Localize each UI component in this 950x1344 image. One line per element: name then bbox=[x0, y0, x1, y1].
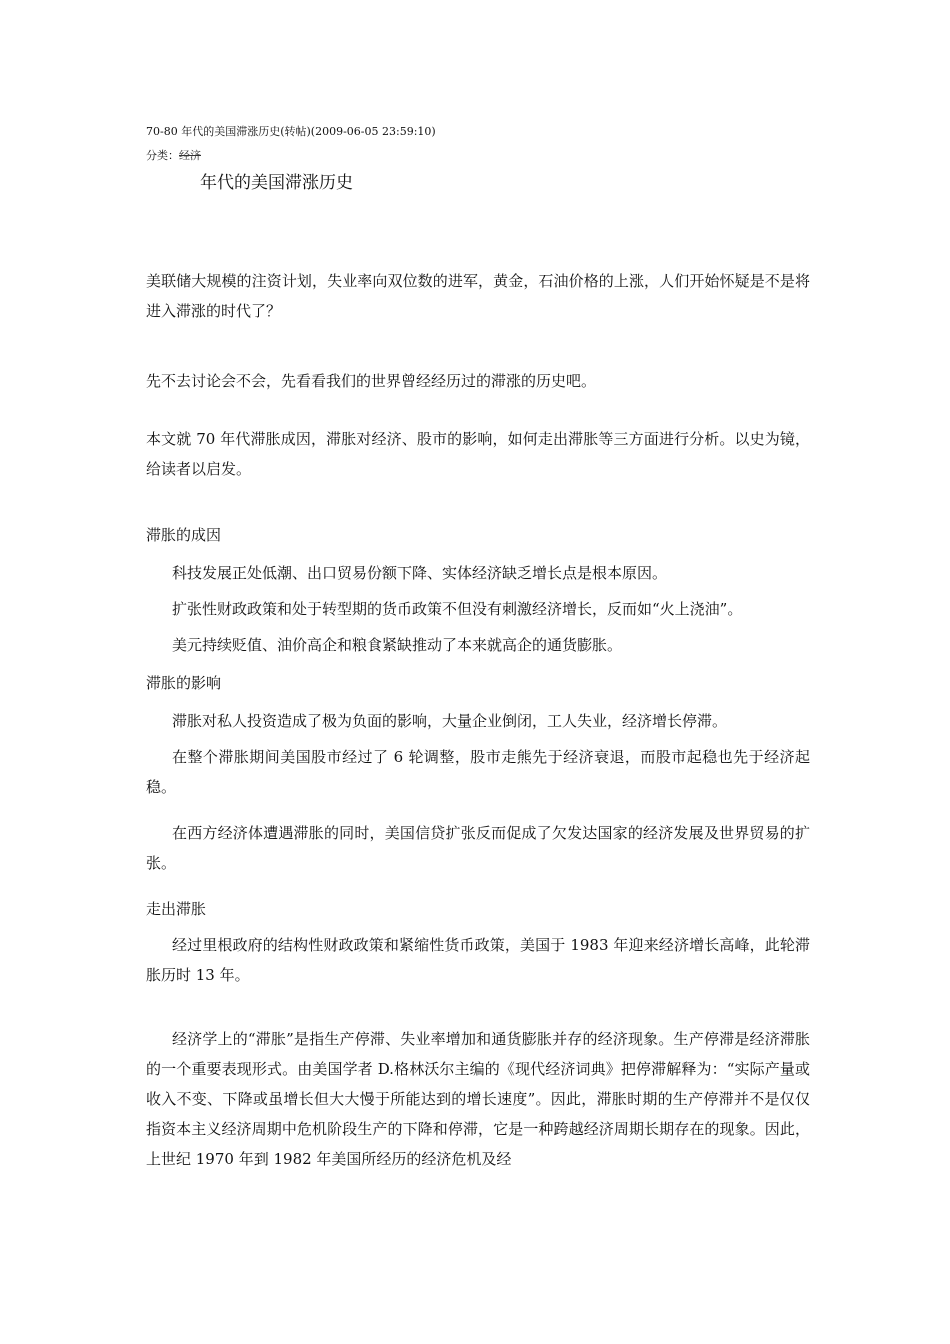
post-title: 70-80 年代的美国滞涨历史(转帖)(2009-06-05 23:59:10) bbox=[146, 125, 436, 138]
effect-item-1: 滞胀对私人投资造成了极为负面的影响，大量企业倒闭，工人失业，经济增长停滞。 bbox=[172, 712, 728, 730]
section-heading-exit: 走出滞胀 bbox=[146, 900, 207, 918]
post-category bbox=[146, 148, 201, 164]
intro-paragraph-1: 美联储大规模的注资计划，失业率向双位数的进军，黄金，石油价格的上涨，人们开始怀疑是不是将进入滞涨的时代了？ bbox=[146, 272, 810, 320]
category-label: 分类： bbox=[146, 149, 179, 162]
category-link[interactable]: 经济 bbox=[179, 149, 201, 162]
cause-item-1: 科技发展正处低潮、出口贸易份额下降、实体经济缺乏增长点是根本原因。 bbox=[172, 564, 668, 582]
definition-paragraph: 经济学上的“滞胀”是指生产停滞、失业率增加和通货膨胀并存的经济现象。生产停滞是经济滞胀的一个重要表现形式。由美国学者 D.格林沃尔主编的《现代经济词典》把停滞解释为：“实际产量或收入不变、下降或虽增长但大大慢于所能达到的增长速度”。因此，滞胀时期的生产停滞并不是仅仅指资本主义经济周期中危机阶段生产的下降和停滞，它是一种跨越经济周期长期存在的现象。因此，上世纪 1970 年到 1982 年美国所经历的经济危机及经 bbox=[146, 1030, 810, 1168]
cause-item-3: 美元持续贬值、油价高企和粮食紧缺推动了本来就高企的通货膨胀。 bbox=[172, 636, 623, 654]
effect-item-3: 在西方经济体遭遇滞胀的同时，美国信贷扩张反而促成了欠发达国家的经济发展及世界贸易的扩张。 bbox=[146, 824, 810, 872]
intro-paragraph-2: 先不去讨论会不会，先看看我们的世界曾经经历过的滞涨的历史吧。 bbox=[146, 372, 597, 390]
effect-item-2: 在整个滞胀期间美国股市经过了 6 轮调整，股市走熊先于经济衰退，而股市起稳也先于经济起稳。 bbox=[146, 748, 810, 796]
section-heading-cause: 滞胀的成因 bbox=[146, 526, 222, 544]
section-heading-effect: 滞胀的影响 bbox=[146, 674, 222, 692]
document-heading: 年代的美国滞涨历史 bbox=[200, 173, 353, 193]
cause-item-2: 扩张性财政政策和处于转型期的货币政策不但没有刺激经济增长，反而如“火上浇油”。 bbox=[172, 600, 743, 618]
intro-paragraph-3: 本文就 70 年代滞胀成因，滞胀对经济、股市的影响，如何走出滞胀等三方面进行分析。以史为镜，给读者以启发。 bbox=[146, 430, 810, 478]
exit-item-1: 经过里根政府的结构性财政政策和紧缩性货币政策，美国于 1983 年迎来经济增长高峰，此轮滞胀历时 13 年。 bbox=[146, 936, 810, 984]
